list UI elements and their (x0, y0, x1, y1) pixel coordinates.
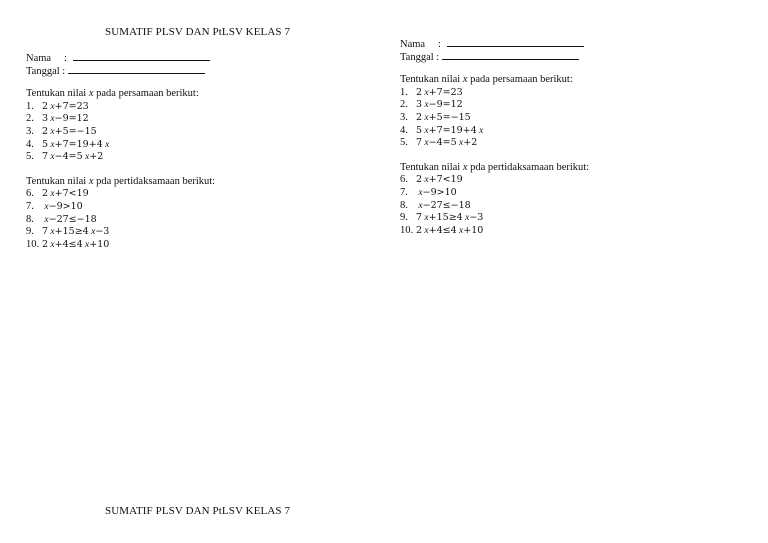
heading-var: x (88, 175, 94, 187)
problem-item (26, 214, 366, 227)
problem-number: 1. (400, 86, 408, 98)
problem-expression: 2 x+4≤4 x+10 (416, 224, 484, 236)
section2-heading (26, 176, 366, 189)
heading-post: pada persamaan berikut: (96, 88, 199, 100)
nama-sep: : (64, 53, 67, 64)
problem-expression: 7 x−4=5 x+2 (42, 151, 104, 163)
problem-expression: 7 x−4=5 x+2 (416, 137, 478, 149)
tanggal-label: Tanggal : (400, 51, 440, 63)
nama-label: Nama (400, 39, 426, 50)
section1-list (400, 87, 740, 150)
problem-number: 9. (400, 212, 408, 224)
heading-post: pda pertidaksamaan berikut: (470, 161, 590, 173)
problem-expression: 7 x+15≥4 x−3 (42, 226, 110, 238)
nama-row (26, 51, 366, 64)
problem-expression: x−27≤−18 (416, 199, 471, 211)
problem-item (26, 226, 366, 239)
problem-number: 6. (26, 188, 34, 200)
section1-heading (26, 88, 366, 101)
problem-number: 10. (400, 224, 414, 236)
problem-item (26, 201, 366, 214)
section2-heading (400, 162, 740, 175)
problem-item (400, 112, 740, 125)
problem-number: 3. (400, 111, 408, 123)
problem-number: 9. (26, 226, 34, 238)
nama-field[interactable] (73, 51, 210, 61)
problem-expression: 7 x+15≥4 x−3 (416, 212, 484, 224)
section1-heading (400, 74, 740, 87)
footer-title: SUMATIF PLSV DAN PtLSV KELAS 7 (105, 505, 291, 517)
tanggal-field[interactable] (68, 64, 205, 74)
problem-item (26, 188, 366, 201)
problem-expression: 2 x+5=−15 (42, 125, 97, 137)
problem-number: 5. (26, 151, 34, 163)
problem-number: 4. (400, 124, 408, 136)
problem-number: 5. (400, 137, 408, 149)
problem-expression: 2 x+7<19 (42, 188, 89, 200)
problem-expression: x−9>10 (42, 200, 83, 212)
problem-item (26, 139, 366, 152)
problem-item (26, 113, 366, 126)
heading-pre: Tentukan nilai (400, 161, 461, 173)
heading-pre: Tentukan nilai (26, 175, 87, 187)
problem-item (26, 101, 366, 114)
problem-number: 7. (400, 186, 408, 198)
problem-item (26, 151, 366, 164)
problem-number: 7. (26, 200, 34, 212)
worksheet-left (26, 22, 366, 251)
tanggal-row (26, 64, 366, 77)
tanggal-row (400, 50, 740, 63)
problem-expression: 3 x−9=12 (416, 99, 463, 111)
heading-pre: Tentukan nilai (400, 74, 461, 86)
problem-number: 2. (26, 113, 34, 125)
problem-item (400, 212, 740, 225)
heading-post: pda pertidaksamaan berikut: (96, 175, 216, 187)
problem-expression: x−27≤−18 (42, 213, 97, 225)
nama-row (400, 37, 740, 50)
problem-item (400, 99, 740, 112)
problem-item (26, 126, 366, 139)
problem-expression: 5 x+7=19+4 x (42, 138, 110, 150)
heading-pre: Tentukan nilai (26, 88, 87, 100)
problem-number: 2. (400, 99, 408, 111)
problem-item (26, 239, 366, 252)
heading-var: x (88, 88, 94, 100)
heading-var: x (462, 161, 468, 173)
problem-number: 8. (400, 199, 408, 211)
problem-number: 4. (26, 138, 34, 150)
heading-post: pada persamaan berikut: (470, 74, 573, 86)
tanggal-field[interactable] (442, 50, 579, 60)
problem-expression: x−9>10 (416, 186, 457, 198)
problem-number: 10. (26, 238, 40, 250)
problem-number: 6. (400, 174, 408, 186)
problem-item (400, 174, 740, 187)
problem-number: 1. (26, 100, 34, 112)
problem-expression: 2 x+7=23 (42, 100, 89, 112)
section2-list (400, 174, 740, 237)
nama-field[interactable] (447, 37, 584, 47)
problem-item (400, 225, 740, 238)
problem-item (400, 187, 740, 200)
problem-number: 8. (26, 213, 34, 225)
nama-sep: : (438, 39, 441, 50)
nama-label: Nama (26, 53, 52, 64)
problem-expression: 5 x+7=19+4 x (416, 124, 484, 136)
problem-number: 3. (26, 125, 34, 137)
problem-expression: 2 x+7<19 (416, 174, 463, 186)
problem-expression: 3 x−9=12 (42, 113, 89, 125)
worksheet-right (400, 37, 740, 237)
problem-expression: 2 x+5=−15 (416, 111, 471, 123)
page-title: SUMATIF PLSV DAN PtLSV KELAS 7 (105, 26, 291, 38)
problem-expression: 2 x+4≤4 x+10 (42, 238, 110, 250)
problem-item (400, 87, 740, 100)
problem-expression: 2 x+7=23 (416, 86, 463, 98)
section1-list (26, 101, 366, 164)
problem-item (400, 137, 740, 150)
tanggal-label: Tanggal : (26, 65, 66, 77)
problem-item (400, 125, 740, 138)
problem-item (400, 200, 740, 213)
heading-var: x (462, 74, 468, 86)
section2-list (26, 188, 366, 251)
